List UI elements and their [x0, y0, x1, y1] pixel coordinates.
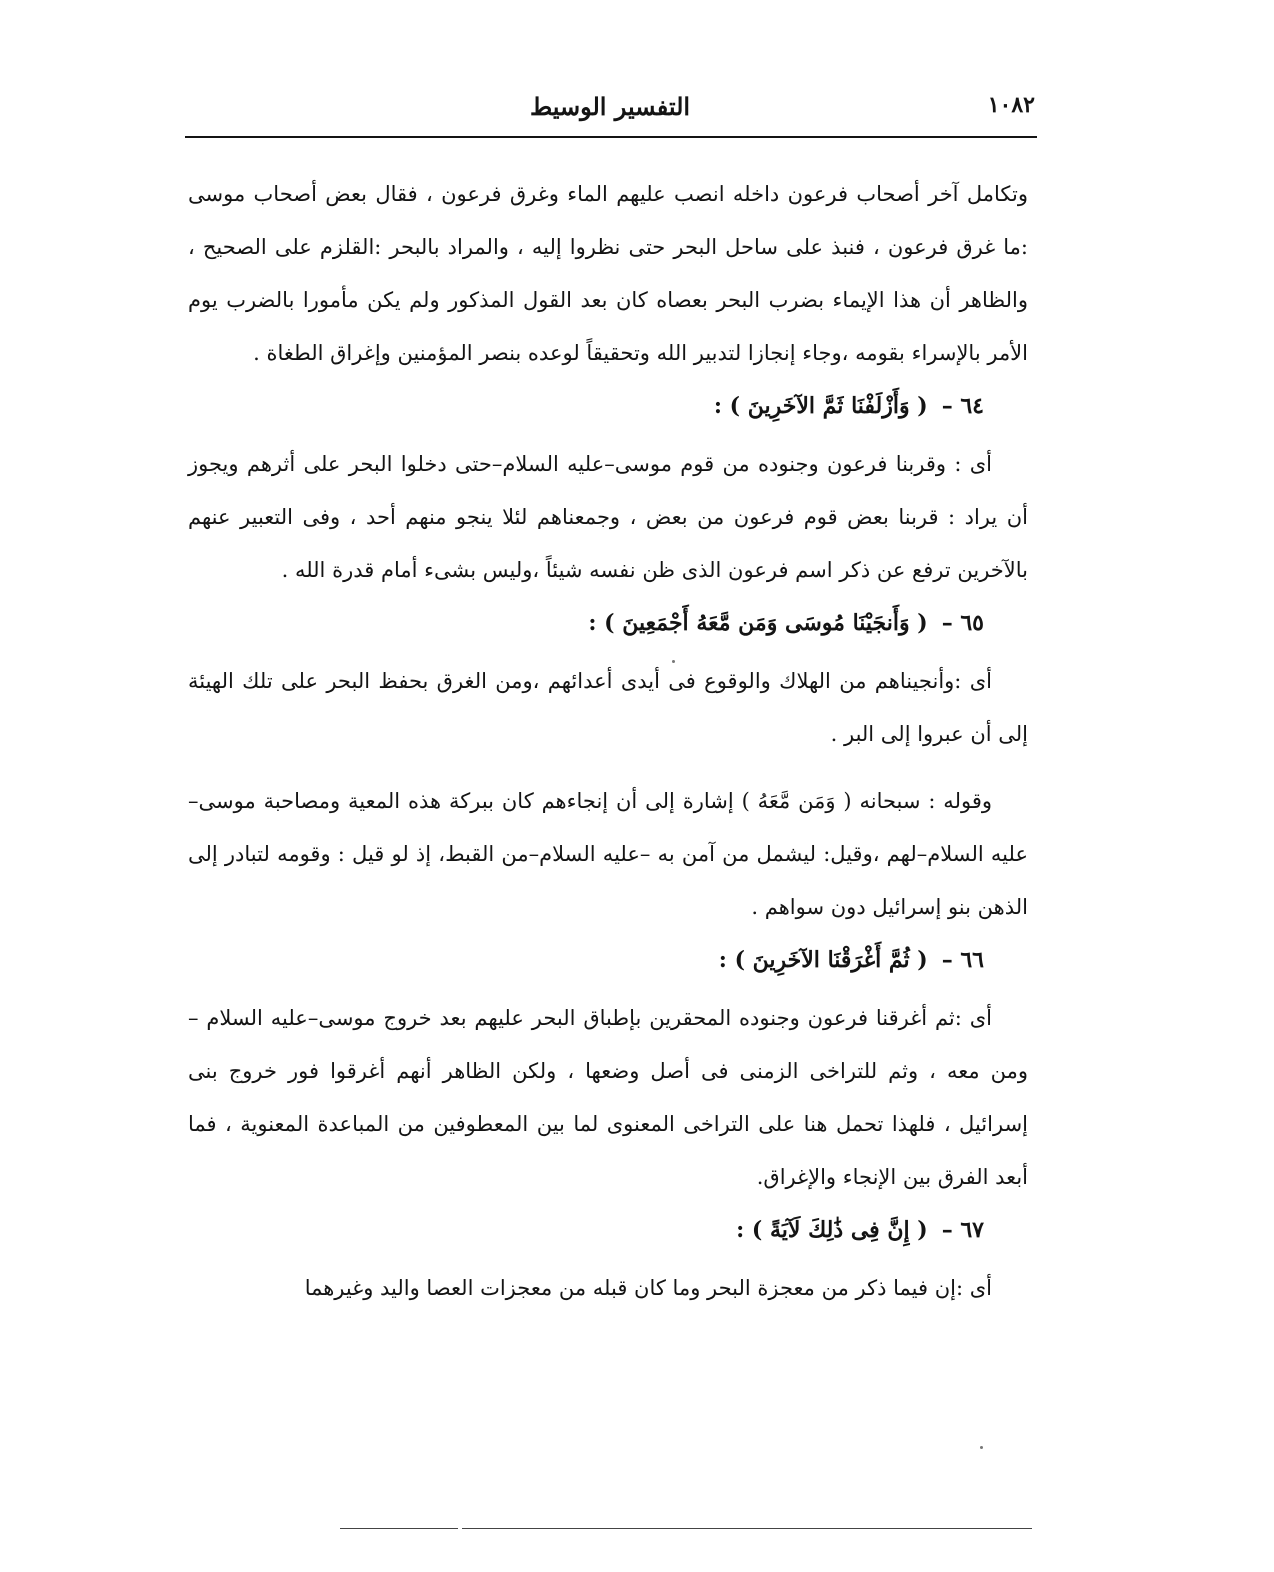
verse-text: ( ثُمَّ أَغْرَقْنَا الآخَرِينَ ) :	[718, 947, 928, 973]
footer-rule	[462, 1528, 1032, 1529]
paragraph-5: أى :ثم أغرقنا فرعون وجنوده المحقرين بإطباق البحر عليهم بعد خروج موسى–عليه السلام –ومن معه ، وثم للتراخى الزمنى فى أصل وضعها ، ولكن الظاهر أنهم أغرقوا فور خروج بنى إسرائيل ، فلهذا تحمل هنا على التراخى المعنوى لما بين المعطوفين من المباعدة المعنوية ، فما أبعد الفرق بين الإنجاء والإغراق.	[188, 1006, 1028, 1189]
verse-64	[188, 384, 1028, 428]
verse-number: ٦٥ –	[941, 610, 984, 636]
header-rule	[185, 136, 1037, 138]
main-text	[188, 168, 1028, 1315]
footer-rule	[340, 1528, 458, 1529]
verse-text: ( وَأَزْلَفْنَا ثَمَّ الآخَرِينَ ) :	[713, 393, 928, 419]
paragraph-gap	[188, 761, 1028, 775]
verse-text: ( وَأَنجَيْنَا مُوسَى وَمَن مَّعَهُ أَجْمَعِينَ ) :	[588, 610, 928, 636]
paragraph-2: أى : وقربنا فرعون وجنوده من قوم موسى–عليه السلام–حتى دخلوا البحر على أثرهم ويجوز أن يراد : قربنا بعض قوم فرعون من بعض ، وجمعناهم لئلا ينجو منهم أحد ، وفى التعبير عنهم بالآخرين ترفع عن ذكر اسم فرعون الذى ظن نفسه شيئاً ،وليس بشىء أمام قدرة الله .	[188, 452, 1028, 582]
scan-speck	[672, 660, 675, 663]
verse-65	[188, 601, 1028, 645]
paragraph-3: أى :وأنجيناهم من الهلاك والوقوع فى أيدى أعدائهم ،ومن الغرق بحفظ البحر على تلك الهيئة إلى أن عبروا إلى البر .	[188, 669, 1028, 746]
paragraph-1: وتكامل آخر أصحاب فرعون داخله انصب عليهم الماء وغرق فرعون ، فقال بعض أصحاب موسى :ما غرق فرعون ، فنبذ على ساحل البحر حتى نظروا إليه ، والمراد بالبحر :القلزم على الصحيح ، والظاهر أن هذا الإيماء بضرب البحر بعصاه كان بعد القول المذكور ولم يكن مأمورا بالضرب يوم الأمر بالإسراء بقومه ،وجاء إنجازا لتدبير الله وتحقيقاً لوعده بنصر المؤمنين وإغراق الطغاة .	[188, 182, 1028, 365]
paragraph-4: وقوله : سبحانه ( وَمَن مَّعَهُ ) إشارة إلى أن إنجاءهم كان ببركة هذه المعية ومصاحبة موسى–عليه السلام–لهم ،وقيل: ليشمل من آمن به –عليه السلام–من القبط، إذ لو قيل : وقومه لتبادر إلى الذهن بنو إسرائيل دون سواهم .	[188, 789, 1028, 919]
page-header	[185, 92, 1035, 132]
paragraph-6: أى :إن فيما ذكر من معجزة البحر وما كان قبله من معجزات العصا واليد وغيرهما	[304, 1276, 992, 1300]
scan-speck	[980, 1446, 983, 1449]
verse-66	[188, 938, 1028, 982]
verse-67	[188, 1208, 1028, 1252]
page-number: ١٠٨٢	[987, 92, 1035, 118]
running-title: التفسير الوسيط	[529, 92, 691, 121]
verse-number: ٦٦ –	[941, 947, 984, 973]
verse-number: ٦٤ –	[941, 393, 984, 419]
verse-text: ( إِنَّ فِى ذَٰلِكَ لَآيَةً ) :	[736, 1217, 928, 1243]
verse-number: ٦٧ –	[941, 1217, 984, 1243]
